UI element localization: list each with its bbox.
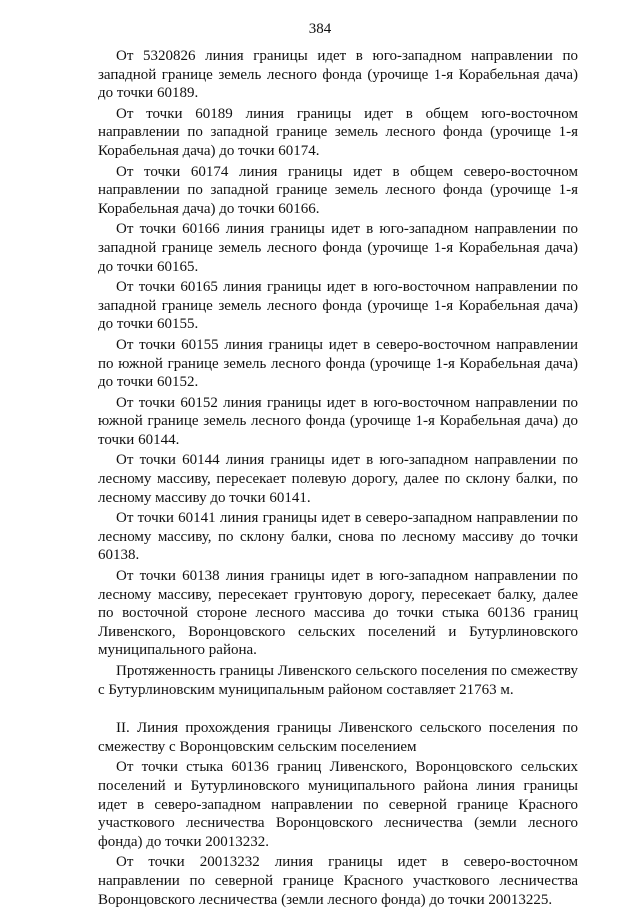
paragraph-1: От 5320826 линия границы идет в юго-западном направлении по западной границе земель лесного фонда (урочище 1-я Корабельная дача) до точки 60189. bbox=[98, 48, 578, 102]
paragraph-9: От точки 60141 линия границы идет в северо-западном направлении по лесному массиву, по склону балки, снова по лесному массиву до точки 60138. bbox=[98, 510, 578, 564]
paragraph-12: От точки стыка 60136 границ Ливенского, Воронцовского сельских поселений и Бутурлиновского муниципального района линия границы идет в северо-западном направлении по северной границе Красного участкового лесничества Воронцовского лесничества (земли лесного фонда) до точки 20013232. bbox=[98, 759, 578, 850]
paragraph-6: От точки 60155 линия границы идет в северо-восточном направлении по южной границе земель лесного фонда (урочище 1-я Корабельная дача) до точки 60152. bbox=[98, 336, 578, 391]
section-heading-ii: II. Линия прохождения границы Ливенского сельского поселения по смежеству с Воронцовским сельским поселением bbox=[98, 720, 578, 755]
paragraph-3: От точки 60174 линия границы идет в общем северо-восточном направлении по западной границе земель лесного фонда (урочище 1-я Корабельная дача) до точки 60166. bbox=[98, 163, 578, 217]
paragraph-4: От точки 60166 линия границы идет в юго-западном направлении по западной границе земель лесного фонда (урочище 1-я Корабельная дача) до точки 60165. bbox=[98, 221, 578, 275]
length-summary: Протяженность границы Ливенского сельского поселения по смежеству с Бутурлиновским муниципальным районом составляет 21763 м. bbox=[98, 663, 578, 698]
paragraph-2: От точки 60189 линия границы идет в общем юго-восточном направлении по западной границе земель лесного фонда (урочище 1-я Корабельная дача) до точки 60174. bbox=[98, 105, 578, 159]
paragraph-13: От точки 20013232 линия границы идет в северо-восточном направлении по северной границе Красного участкового лесничества Воронцовского лесничества (земли лесного фонда) до точки 20013225. bbox=[98, 854, 578, 908]
document-body bbox=[98, 47, 578, 911]
paragraph-7: От точки 60152 линия границы идет в юго-восточном направлении по южной границе земель лесного фонда (урочище 1-я Корабельная дача) до точки 60144. bbox=[98, 394, 578, 448]
page-number: 384 bbox=[308, 21, 332, 37]
paragraph-5: От точки 60165 линия границы идет в юго-восточном направлении по западной границе земель лесного фонда (урочище 1-я Корабельная дача) до точки 60155. bbox=[98, 279, 578, 333]
paragraph-10: От точки 60138 линия границы идет в юго-западном направлении по лесному массиву, пересекает грунтовую дорогу, пересекает балку, далее по восточной стороне лесного массива до точки стыка 60136 границ Ливенского, Воронцовского сельских поселений и Бутурлиновского муниципального района. bbox=[98, 568, 578, 659]
paragraph-8: От точки 60144 линия границы идет в юго-западном направлении по лесному массиву, пересекает полевую дорогу, далее по склону балки, по лесному массиву до точки 60141. bbox=[98, 452, 578, 506]
